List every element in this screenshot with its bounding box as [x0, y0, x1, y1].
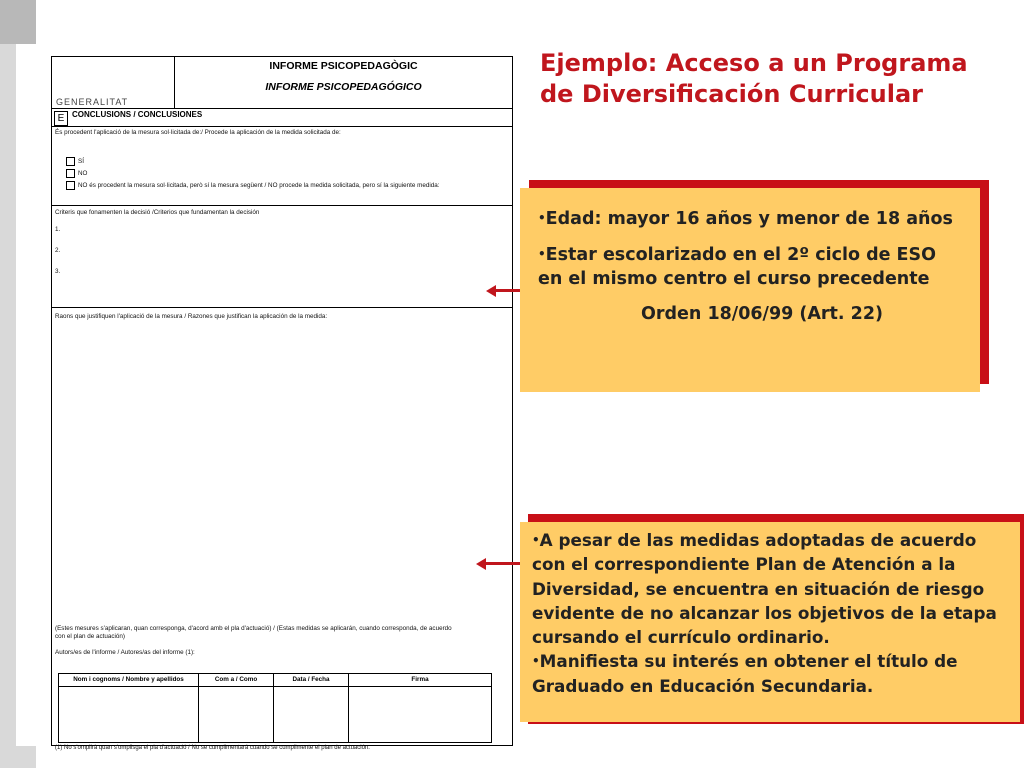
- callout-requirements: [520, 188, 980, 392]
- procede-text: És procedent l'aplicació de la mesura sol·licitada de:/ Procede la aplicación de la medida solicitada de:: [55, 129, 341, 136]
- criteria-item-2: 2.: [55, 247, 61, 254]
- callout-1-bullet-schooling: • Estar escolarizado en el 2º ciclo de ESO en el mismo centro el curso precedente: [538, 242, 964, 292]
- form-header: [175, 57, 512, 109]
- arrow-line-1: [496, 289, 520, 292]
- callout-1-reference: Orden 18/06/99 (Art. 22): [641, 303, 884, 324]
- section-header: [52, 109, 512, 127]
- sig-col-role-label: Com a / Como: [214, 676, 258, 683]
- callout-2-bullet-interest: • Manifiesta su interés en obtener el título de Graduado en Educación Secundaria.: [532, 649, 1014, 698]
- sig-col-date: [274, 674, 349, 742]
- report-form-frame: [51, 56, 513, 751]
- criteria-item-1: 1.: [55, 226, 61, 233]
- sig-col-role: [199, 674, 274, 742]
- slide-title: [540, 48, 1010, 110]
- slide-title-line1: Ejemplo: Acceso a un Programa: [540, 49, 968, 77]
- report-form-document: [16, 44, 498, 751]
- option-other-label: NO és procedent la mesura sol·licitada, però sí la mesura següent / NO procede la medida solicitada, pero sí la siguiente medida:: [78, 182, 440, 189]
- option-no-checkbox[interactable]: [66, 169, 75, 178]
- option-si-checkbox[interactable]: [66, 157, 75, 166]
- divider: [52, 307, 512, 308]
- generalitat-logo-text: GENERALITAT: [56, 97, 129, 107]
- sig-col-signature: [349, 674, 491, 742]
- sig-col-date-label: Data / Fecha: [292, 676, 330, 683]
- footnote: (1) No s'omplirà quan s'omplisga el pla d'actuació / No se cumplimentará cuando se cumplimente el plan de actuación.: [55, 745, 370, 751]
- section-title: CONCLUSIONS / CONCLUSIONES: [72, 110, 203, 119]
- divider: [52, 205, 512, 206]
- option-si-label: SÍ: [78, 158, 84, 165]
- left-arrow-icon: [476, 558, 486, 570]
- slide-title-line2: de Diversificación Curricular: [540, 80, 923, 108]
- option-other-checkbox[interactable]: [66, 181, 75, 190]
- criteria-title: Criteris que fonamenten la decisió /Criterios que fundamentan la decisión: [55, 209, 260, 216]
- form-logo-cell: [52, 57, 175, 109]
- callout-risk-interest: [520, 522, 1020, 722]
- authors-title: Autors/es de l'informe / Autores/as del informe (1):: [55, 649, 195, 656]
- option-no-label: NO: [78, 170, 88, 177]
- section-letter: E: [54, 111, 68, 126]
- callout-2-bullet-risk: • A pesar de las medidas adoptadas de acuerdo con el correspondiente Plan de Atención a la Diversidad, se encuentra en situación de riesgo evidente de no alcanzar los objetivos de la etapa cursando el currículo ordinario.: [532, 528, 1014, 649]
- arrow-line-2: [486, 562, 520, 565]
- applied-note-line1: (Estes mesures s'aplicaran, quan corresponga, d'acord amb el pla d'actuació) / (Estas medidas se aplicarán, cuando corresponda, de acuerdo: [55, 625, 452, 632]
- sig-col-name: [59, 674, 199, 742]
- reasons-title: Raons que justifiquen l'aplicació de la mesura / Razones que justifican la aplicación de la medida:: [55, 313, 328, 320]
- signature-table: [58, 673, 492, 743]
- sig-col-signature-label: Firma: [411, 676, 429, 683]
- criteria-item-3: 3.: [55, 268, 61, 275]
- callout-1-bullet-age: • Edad: mayor 16 años y menor de 18 años: [538, 206, 964, 232]
- form-title-spanish: INFORME PSICOPEDAGÓGICO: [265, 81, 422, 93]
- sig-col-name-label: Nom i cognoms / Nombre y apellidos: [73, 676, 184, 683]
- form-title-valencian: INFORME PSICOPEDAGÒGIC: [269, 60, 418, 72]
- left-arrow-icon: [486, 285, 496, 297]
- applied-note-line2: con el plan de actuación): [55, 633, 126, 640]
- decorative-side-strip-top: [0, 0, 36, 44]
